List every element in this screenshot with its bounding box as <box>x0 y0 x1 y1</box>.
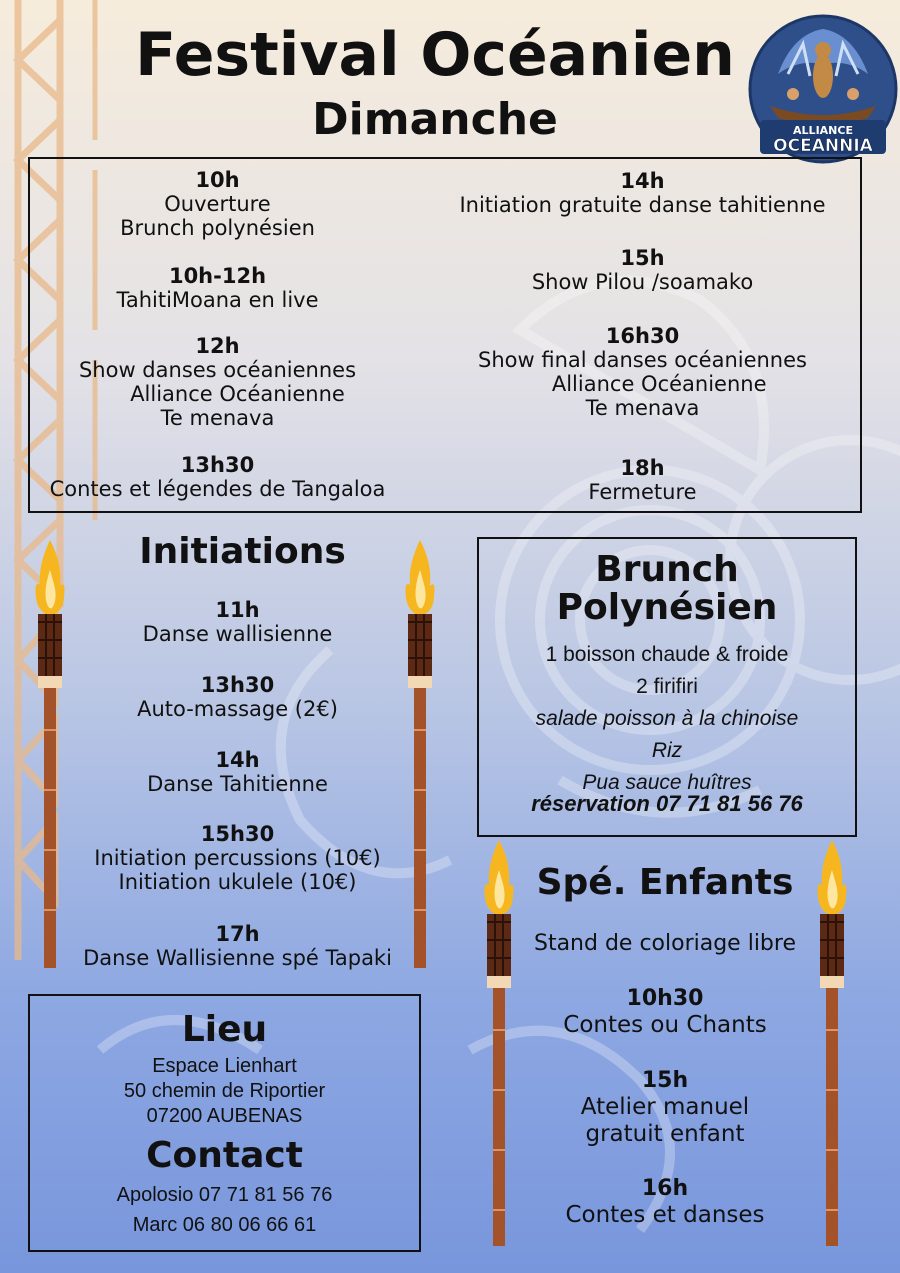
item-description: Atelier manuel gratuit enfant <box>580 1094 750 1147</box>
venue-city: 07200 AUBENAS <box>146 1105 303 1127</box>
item-time: 10h30 <box>626 986 704 1011</box>
enfants-item <box>525 985 805 1039</box>
initiation-item <box>80 922 395 970</box>
slot-description: TahitiMoana en live <box>116 288 319 312</box>
enfants-intro: Stand de coloriage libre <box>533 931 796 956</box>
page-subtitle: Dimanche <box>312 94 558 145</box>
enfants-item <box>525 1175 805 1229</box>
item-description: Contes et danses <box>565 1202 765 1228</box>
enfants-heading: Spé. Enfants <box>536 862 794 903</box>
menu-item: Riz <box>651 739 683 762</box>
menu-item: 2 firifiri <box>636 675 698 698</box>
item-time: 15h30 <box>200 822 275 846</box>
item-description: Danse wallisienne <box>142 622 333 646</box>
slot-time: 10h <box>195 168 240 192</box>
logo-text-bottom: OCEANNIA <box>773 136 873 156</box>
item-time: 14h <box>215 748 260 772</box>
enfants-item <box>525 1067 805 1148</box>
brunch-heading-line2: Polynésien <box>556 587 778 628</box>
venue-contact-box <box>28 994 421 1252</box>
venue-street: 50 chemin de Riportier <box>123 1080 326 1102</box>
page-title: Festival Océanien <box>135 20 735 90</box>
brunch-heading-line1: Brunch <box>595 549 739 590</box>
contact-list <box>30 1180 419 1240</box>
slot-time: 18h <box>620 456 665 480</box>
contact-heading: Contact <box>146 1135 303 1176</box>
lieu-heading: Lieu <box>181 1009 268 1050</box>
slot-description: Fermeture <box>588 480 697 504</box>
item-time: 13h30 <box>200 673 275 697</box>
schedule-slot <box>450 456 835 504</box>
initiation-item <box>80 822 395 894</box>
item-description: Contes ou Chants <box>563 1012 767 1038</box>
torch-icon <box>398 540 442 970</box>
brunch-menu <box>479 639 855 799</box>
item-time: 16h <box>641 1176 689 1201</box>
reservation-phone: réservation 07 71 81 56 76 <box>531 791 803 816</box>
initiations-heading: Initiations <box>139 531 346 572</box>
slot-description: Show final danses océaniennes Alliance Océanienne Te menava <box>478 348 807 420</box>
schedule-slot <box>30 168 405 240</box>
venue-name: Espace Lienhart <box>152 1055 297 1077</box>
item-time: 15h <box>641 1068 689 1093</box>
initiation-item <box>80 598 395 646</box>
menu-item: Pua sauce huîtres <box>582 771 752 794</box>
slot-time: 13h30 <box>180 453 255 477</box>
brunch-heading <box>479 551 855 627</box>
torch-icon <box>477 840 521 1250</box>
contact-phone: Marc 06 80 06 66 61 <box>132 1214 317 1236</box>
slot-time: 15h <box>620 246 665 270</box>
torch-icon <box>28 540 72 970</box>
schedule-slot <box>450 324 835 420</box>
item-description: Auto-massage (2€) <box>137 697 338 721</box>
item-description: Danse Wallisienne spé Tapaki <box>83 946 392 970</box>
item-description: Danse Tahitienne <box>147 772 328 796</box>
initiation-item <box>80 673 395 721</box>
slot-description: Initiation gratuite danse tahitienne <box>459 193 826 217</box>
brunch-box <box>477 537 857 837</box>
slot-time: 12h <box>195 334 240 358</box>
alliance-oceannia-logo <box>748 14 898 164</box>
contact-phone: Apolosio 07 71 81 56 76 <box>116 1184 333 1206</box>
slot-description: Show Pilou /soamako <box>531 270 754 294</box>
menu-item: salade poisson à la chinoise <box>535 707 799 730</box>
torch-icon <box>810 840 854 1250</box>
item-time: 17h <box>215 922 260 946</box>
slot-description: Contes et légendes de Tangaloa <box>49 477 386 501</box>
schedule-slot <box>30 264 405 312</box>
schedule-slot <box>30 334 405 430</box>
slot-time: 16h30 <box>605 324 680 348</box>
schedule-slot <box>450 246 835 294</box>
logo-text-top: ALLIANCE <box>793 124 853 137</box>
initiation-item <box>80 748 395 796</box>
slot-time: 14h <box>620 169 665 193</box>
menu-item: 1 boisson chaude & froide <box>545 643 789 666</box>
schedule-box <box>28 157 862 513</box>
slot-description: Show danses océaniennes Alliance Océanienne Te menava <box>78 358 357 430</box>
slot-time: 10h-12h <box>168 264 267 288</box>
item-time: 11h <box>215 598 260 622</box>
item-description: Initiation percussions (10€) Initiation ukulele (10€) <box>94 846 381 894</box>
slot-description: Ouverture Brunch polynésien <box>120 192 315 240</box>
schedule-slot <box>450 169 835 217</box>
schedule-slot <box>30 453 405 501</box>
venue-address <box>30 1054 419 1129</box>
